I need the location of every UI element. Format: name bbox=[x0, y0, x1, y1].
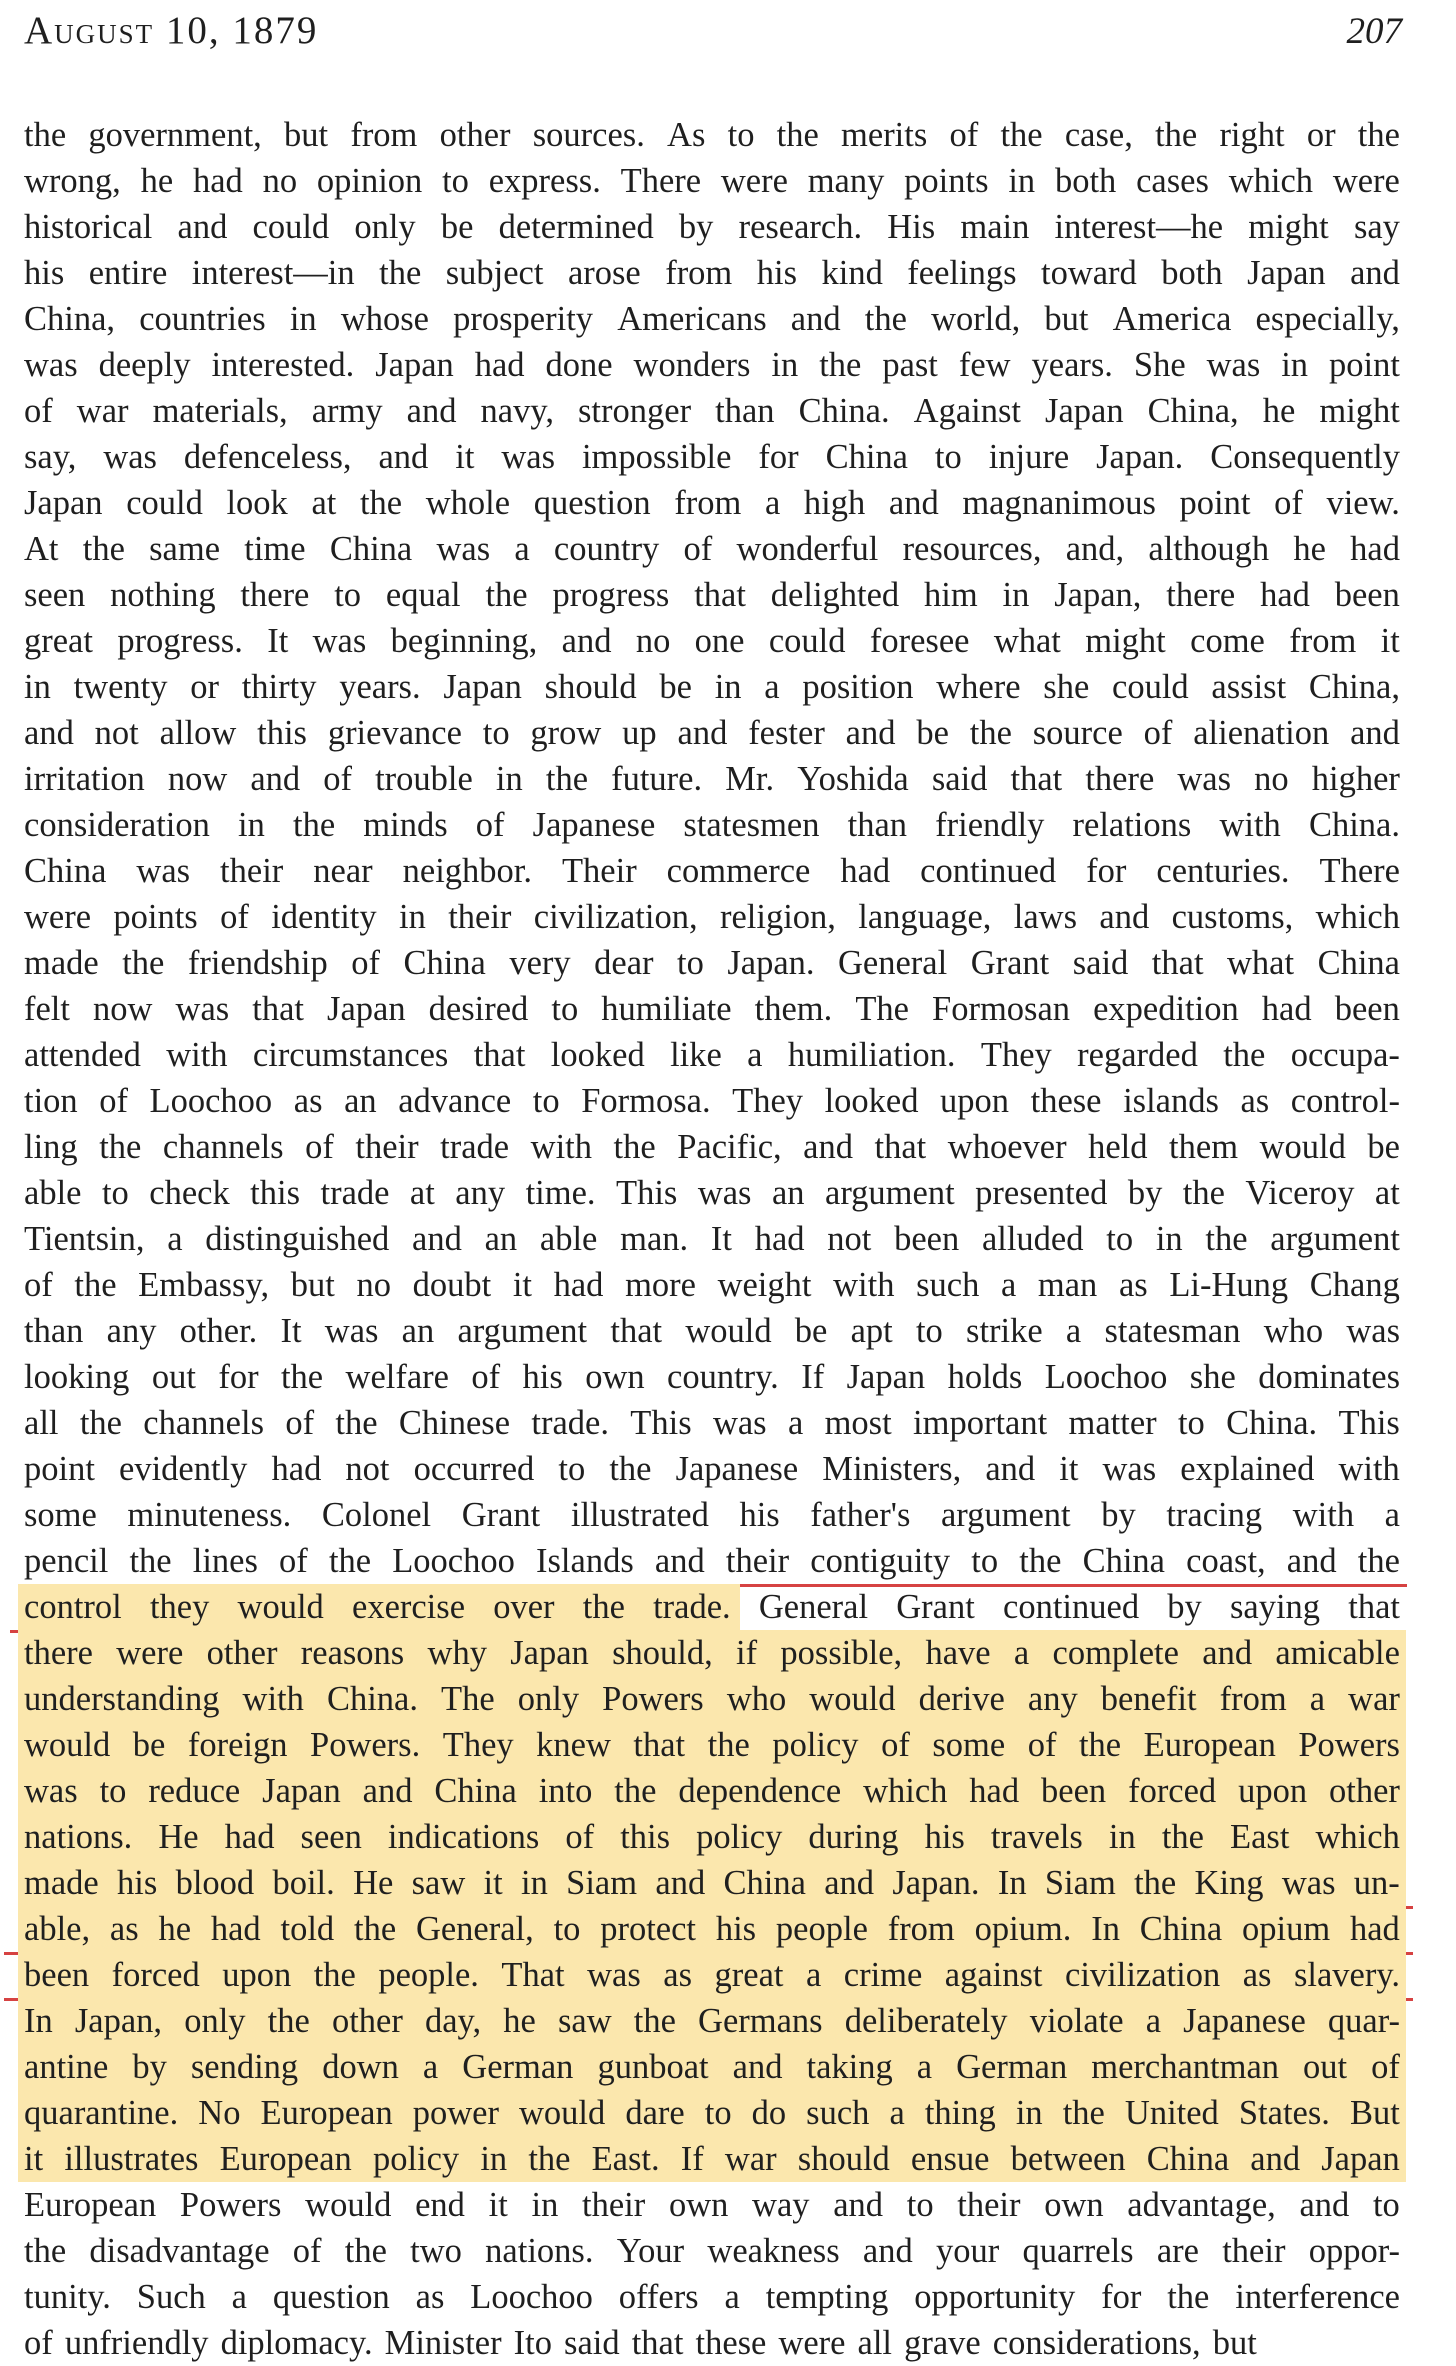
text-line: looking out for the welfare of his own country. If Japan holds Loochoo she dominates bbox=[24, 1358, 1400, 1396]
text-line: European Powers would end it in their own way and to their own advantage, and to bbox=[24, 2186, 1400, 2224]
text-line: seen nothing there to equal the progress that delighted him in Japan, there had been bbox=[24, 576, 1400, 614]
text-line: felt now was that Japan desired to humiliate them. The Formosan expedition had been bbox=[24, 990, 1400, 1028]
text-line: historical and could only be determined by research. His main interest—he might say bbox=[24, 208, 1400, 246]
text-line: the disadvantage of the two nations. Your weakness and your quarrels are their oppor- bbox=[24, 2232, 1400, 2270]
text-line: attended with circumstances that looked like a humiliation. They regarded the occupa- bbox=[24, 1036, 1400, 1074]
body-text bbox=[24, 112, 1400, 2366]
text-line: was deeply interested. Japan had done wonders in the past few years. She was in point bbox=[24, 346, 1400, 384]
text-line: In Japan, only the other day, he saw the Germans deliberately violate a Japanese quar- bbox=[18, 1998, 1406, 2044]
text-line: than any other. It was an argument that would be apt to strike a statesman who was bbox=[24, 1312, 1400, 1350]
text-line: of war materials, army and navy, stronger than China. Against Japan China, he might bbox=[24, 392, 1400, 430]
text-line: made the friendship of China very dear to Japan. General Grant said that what China bbox=[24, 944, 1400, 982]
text-line: ling the channels of their trade with the Pacific, and that whoever held them would be bbox=[24, 1128, 1400, 1166]
text-line: able, as he had told the General, to protect his people from opium. In China opium had bbox=[18, 1906, 1406, 1952]
page-number: 207 bbox=[1346, 11, 1402, 52]
text-line: nations. He had seen indications of this policy during his travels in the East which bbox=[18, 1814, 1406, 1860]
text-line: some minuteness. Colonel Grant illustrated his father's argument by tracing with a bbox=[24, 1496, 1400, 1534]
text-line: his entire interest—in the subject arose from his kind feelings toward both Japan and bbox=[24, 254, 1400, 292]
text-line: antine by sending down a German gunboat and taking a German merchantman out of bbox=[18, 2044, 1406, 2090]
text-line: At the same time China was a country of wonderful resources, and, although he had bbox=[24, 530, 1400, 568]
text-line: control they would exercise over the trade. General Grant continued by saying that bbox=[24, 1584, 1400, 1630]
text-line: say, was defenceless, and it was impossible for China to injure Japan. Consequently bbox=[24, 438, 1400, 476]
text-line: able to check this trade at any time. This was an argument presented by the Viceroy at bbox=[24, 1174, 1400, 1212]
text-line: tunity. Such a question as Loochoo offers a tempting opportunity for the interference bbox=[24, 2278, 1400, 2316]
text-line: there were other reasons why Japan should, if possible, have a complete and amicable bbox=[18, 1630, 1406, 1676]
text-line: point evidently had not occurred to the Japanese Ministers, and it was explained with bbox=[24, 1450, 1400, 1488]
text-line: tion of Loochoo as an advance to Formosa. They looked upon these islands as control- bbox=[24, 1082, 1400, 1120]
running-head bbox=[24, 8, 1402, 68]
text-line: consideration in the minds of Japanese statesmen than friendly relations with China. bbox=[24, 806, 1400, 844]
running-head-date: August 10, 1879 bbox=[24, 9, 319, 52]
text-line: irritation now and of trouble in the future. Mr. Yoshida said that there was no higher bbox=[24, 760, 1400, 798]
text-line: made his blood boil. He saw it in Siam and China and Japan. In Siam the King was un- bbox=[18, 1860, 1406, 1906]
text-line: of the Embassy, but no doubt it had more weight with such a man as Li-Hung Chang bbox=[24, 1266, 1400, 1304]
text-line: would be foreign Powers. They knew that the policy of some of the European Powers bbox=[18, 1722, 1406, 1768]
text-line: Japan could look at the whole question from a high and magnanimous point of view. bbox=[24, 484, 1400, 522]
text-line: all the channels of the Chinese trade. This was a most important matter to China. This bbox=[24, 1404, 1400, 1442]
text-line: China was their near neighbor. Their commerce had continued for centuries. There bbox=[24, 852, 1400, 890]
text-line: great progress. It was beginning, and no one could foresee what might come from it bbox=[24, 622, 1400, 660]
text-line: and not allow this grievance to grow up and fester and be the source of alienation and bbox=[24, 714, 1400, 752]
text-line: understanding with China. The only Powers who would derive any benefit from a war bbox=[18, 1676, 1406, 1722]
text-line: of unfriendly diplomacy. Minister Ito said that these were all grave considerations, but bbox=[24, 2324, 1257, 2362]
text-line: were points of identity in their civilization, religion, language, laws and customs, which bbox=[24, 898, 1400, 936]
text-line: it illustrates European policy in the East. If war should ensue between China and Japan bbox=[18, 2136, 1406, 2182]
text-line: wrong, he had no opinion to express. There were many points in both cases which were bbox=[24, 162, 1400, 200]
text-line: Tientsin, a distinguished and an able man. It had not been alluded to in the argument bbox=[24, 1220, 1400, 1258]
text-line: been forced upon the people. That was as great a crime against civilization as slavery. bbox=[18, 1952, 1406, 1998]
text-line: was to reduce Japan and China into the dependence which had been forced upon other bbox=[18, 1768, 1406, 1814]
text-line: quarantine. No European power would dare to do such a thing in the United States. But bbox=[18, 2090, 1406, 2136]
text-line: in twenty or thirty years. Japan should be in a position where she could assist China, bbox=[24, 668, 1400, 706]
text-line: pencil the lines of the Loochoo Islands and their contiguity to the China coast, and the bbox=[24, 1538, 1400, 1584]
text-line: the government, but from other sources. As to the merits of the case, the right or the bbox=[24, 116, 1400, 154]
text-line: China, countries in whose prosperity Americans and the world, but America especially, bbox=[24, 300, 1400, 338]
